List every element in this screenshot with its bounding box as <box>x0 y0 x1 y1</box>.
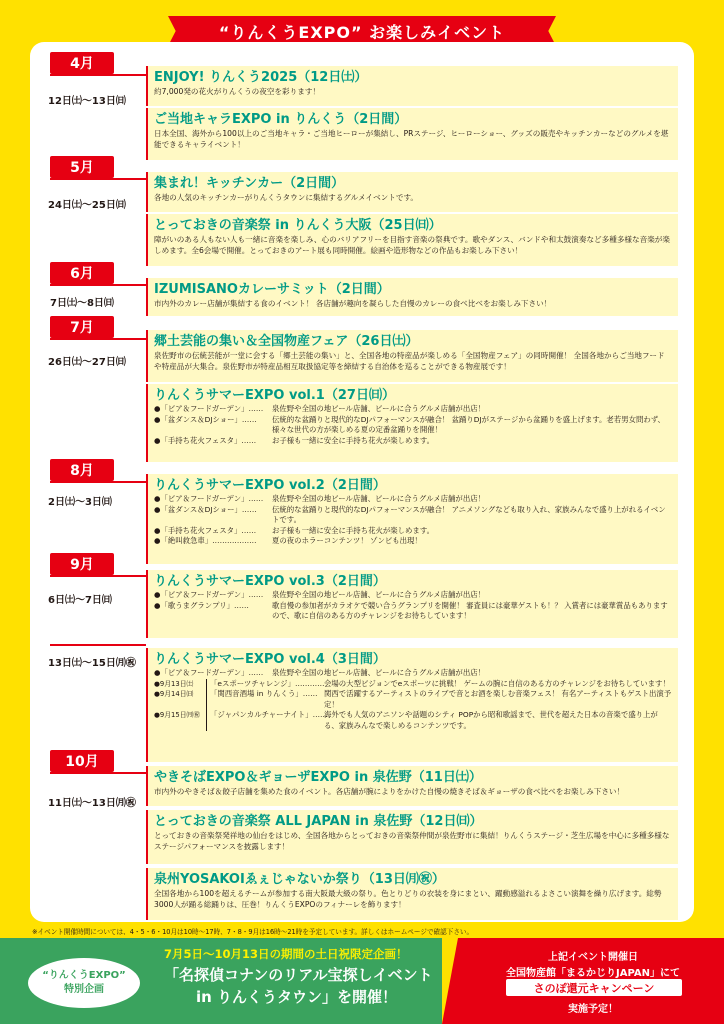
date-range-april: 12日㈯～13日㈰ <box>48 96 126 107</box>
item-desc: 海外でも人気のアニソンや話題のシティ POPから昭和歌謡まで、世代を超えた日本の音楽で盛り上がる、家族みんなで楽しめるコンテンツです。 <box>324 710 658 730</box>
event-desc: 全国各地から100を超えるチームが参加する南大阪最大級の祭り。色とりどりの衣装を身にまとい、躍動感溢れるよさこい演舞を繰り広げます。総勢3000人が踊る総踊りは、圧巻！りんくうEXPOのフィナーレを飾ります！ <box>154 889 662 909</box>
list-item <box>154 679 672 690</box>
event-summer-expo-4 <box>146 648 678 762</box>
month-line <box>50 284 146 286</box>
month-tag-august: 8月 <box>50 459 114 481</box>
item-label: ●「歌うまグランプリ」…… <box>154 600 249 610</box>
list-item <box>154 494 672 505</box>
list-item <box>154 710 672 731</box>
item-desc: 泉佐野や全国の地ビール店舗、ビールに合うグルメ店舗が出店！ <box>272 668 485 677</box>
special-period: 7月5日～10月13日の期間の土日祝限定企画！ <box>164 947 408 961</box>
item-desc: 泉佐野や全国の地ビール店舗、ビールに合うグルメ店舗が出店！ <box>272 494 485 503</box>
event-summer-expo-3 <box>146 570 678 638</box>
month-tag-april: 4月 <box>50 52 114 74</box>
month-tag-may: 5月 <box>50 156 114 178</box>
event-ongakusai-all-japan <box>146 810 678 864</box>
footnote: ※イベント開催時間については、4・5・6・10月は10時～17時、7・8・9月は16時～21時を予定しています。詳しくはホームページで確認下さい。 <box>32 928 474 936</box>
month-tag-october: 10月 <box>50 750 114 772</box>
item-desc: 泉佐野や全国の地ビール店舗、ビールに合うグルメ店舗が出店！ <box>272 404 485 413</box>
month-line <box>50 74 146 76</box>
month-tag-june: 6月 <box>50 262 114 284</box>
list-item <box>154 505 672 526</box>
event-title: とっておきの音楽祭 ALL JAPAN in 泉佐野（12日㈰） <box>154 814 483 829</box>
event-desc: 市内外のカレー店舗が集結する食のイベント！ 各店舗が趣向を凝らした自慢のカレーの食べ比べをお楽しみ下さい！ <box>154 299 552 308</box>
item-label: 「eスポーツチャレンジ」………… <box>206 679 324 690</box>
special-title: 「名探偵コナンのリアル宝探しイベント <box>164 966 433 984</box>
event-summer-expo-1 <box>146 384 678 462</box>
list-item <box>154 415 672 436</box>
event-title: りんくうサマーEXPO vol.3（2日間） <box>154 574 386 589</box>
event-yosakoi <box>146 868 678 920</box>
event-title: ENJOY! りんくう2025（12日㈯） <box>154 70 368 85</box>
event-gotochi-chara <box>146 108 678 160</box>
item-label: 「ジャパンカルチャーナイト」…… <box>206 710 324 731</box>
special-badge-line1: “りんくうEXPO” <box>42 970 126 981</box>
list-item <box>154 536 672 547</box>
event-title: 泉州YOSAKOIゑぇじゃないか祭り（13日㈪㊗） <box>154 872 445 887</box>
item-date: ●9月15日㈪㊗ <box>154 711 201 719</box>
list-item <box>154 526 672 537</box>
item-desc: 伝統的な盆踊りと現代的なDJパフォーマンスが融合！ アニメソングなども取り入れ、家族みんなで盛り上がれるイベントです。 <box>272 504 666 524</box>
event-title: 郷土芸能の集い＆全国物産フェア（26日㈯） <box>154 334 419 349</box>
item-label: 「関西音酒場 in りんくう」…… <box>206 689 324 710</box>
item-desc: 夏の夜のホラーコンテンツ！ ゾンビも出現！ <box>272 536 422 545</box>
date-range-october: 11日㈯～13日㈪㊗ <box>48 798 136 809</box>
list-item <box>154 601 672 622</box>
list-item <box>154 404 672 415</box>
event-desc: 障がいのある人もない人も一緒に音楽を楽しみ、心のバリアフリーを目指す音楽の祭典です。歌やダンス、バンドや和太鼓演奏など多種多様な音楽が楽しめます。全6会場で開催。とっておきのアート展も同時開催。絵画や造形物などの作品もお楽しみ下さい！ <box>154 235 670 255</box>
special-badge <box>28 958 140 1008</box>
month-line <box>50 644 146 646</box>
item-desc: 歌自慢の参加者がカラオケで競い合うグランプリを開催！ 審査員には豪華ゲストも！？ 入賞者には豪華賞品もありますので、歌に自信のある方のチャレンジをお待ちしています！ <box>272 600 668 620</box>
event-title: りんくうサマーEXPO vol.4（3日間） <box>154 652 386 667</box>
item-label: ●「盆ダンス＆DJショー」…… <box>154 504 257 514</box>
item-label: ●「盆ダンス＆DJショー」…… <box>154 414 257 424</box>
event-ongakusai-osaka <box>146 214 678 266</box>
event-kitchen-car <box>146 172 678 212</box>
item-label: ●「ビア＆フードガーデン」…… <box>154 590 264 599</box>
item-desc: 会場の大型ビジョンでeスポーツに挑戦！ ゲームの腕に自信のある方のチャレンジをお待ちしています！ <box>324 678 670 688</box>
campaign-badge: さのぽ還元キャンペーン <box>506 979 682 996</box>
event-desc: 市内外のやきそば＆餃子店舗を集めた食のイベント。各店舗が腕によりをかけた自慢の焼きそば＆ギョーザの食べ比べをお楽しみ下さい！ <box>154 787 625 796</box>
event-title: やきそばEXPO＆ギョーザEXPO in 泉佐野（11日㈯） <box>154 770 482 785</box>
campaign-line3: 実施予定！ <box>568 1004 618 1015</box>
event-title: 集まれ！キッチンカー（2日間） <box>154 176 345 191</box>
month-tag-september: 9月 <box>50 553 114 575</box>
special-badge-line2: 特別企画 <box>64 984 104 995</box>
month-line <box>50 481 146 483</box>
item-date: ●9月14日㈰ <box>154 690 194 698</box>
event-title: とっておきの音楽祭 in りんくう大阪（25日㈰） <box>154 218 442 233</box>
item-desc: お子様も一緒に安全に手持ち花火が楽しめます。 <box>272 435 435 445</box>
item-date: ●9月13日㈯ <box>154 679 194 688</box>
item-desc: 関西で活躍するアーティストのライブで音とお酒を楽しむ音楽フェス！ 有名アーティストもゲスト出演予定！ <box>324 689 672 709</box>
event-desc: 泉佐野市の伝統芸能が一堂に会する「郷土芸能の集い」と、全国各地の特産品が楽しめる「全国物産フェア」の同時開催！ 全国各地からご当地フードや特産品が大集合。泉佐野市が特産品相互取扱協定等を締結する自治体を巡ることができる物産展です！ <box>154 351 665 371</box>
event-yakisoba-gyoza <box>146 766 678 806</box>
list-item <box>154 436 672 447</box>
page-title: “りんくうEXPO” お楽しみイベント <box>178 16 546 46</box>
date-range-june: 7日㈯～8日㈰ <box>50 298 114 309</box>
item-label: ●「手持ち花火フェスタ」…… <box>154 525 257 535</box>
item-label: ●「ビア＆フードガーデン」…… <box>154 668 264 677</box>
event-title: IZUMISANOカレーサミット（2日間） <box>154 282 390 297</box>
event-title: りんくうサマーEXPO vol.1（27日㈰） <box>154 388 395 403</box>
event-curry-summit <box>146 278 678 316</box>
event-desc: 日本全国、海外から100以上のご当地キャラ・ご当地ヒーローが集結し、PRステージ、ヒーローショー、グッズの販売やキッチンカーなどのグルメを堪能できるキャライベント！ <box>154 129 669 149</box>
item-label: ●「ビア＆フードガーデン」…… <box>154 494 264 503</box>
special-title-2: in りんくうタウン」を開催！ <box>196 988 398 1006</box>
event-title: ご当地キャラEXPO in りんくう（2日間） <box>154 112 408 127</box>
item-label: ●「ビア＆フードガーデン」…… <box>154 404 264 413</box>
month-line <box>50 338 146 340</box>
campaign-line2: 全国物産館「まるかじりJAPAN」にて <box>506 968 680 979</box>
event-title: りんくうサマーEXPO vol.2（2日間） <box>154 478 386 493</box>
date-range-september: 6日㈯～7日㈰ <box>48 595 112 606</box>
date-range-may: 24日㈯～25日㈰ <box>48 200 126 211</box>
list-item <box>154 689 672 710</box>
item-desc: お子様も一緒に安全に手持ち花火が楽しめます。 <box>272 525 435 535</box>
event-summer-expo-2 <box>146 474 678 564</box>
item-label: ●「絶叫救急車」……………… <box>154 536 257 545</box>
month-line <box>50 772 146 774</box>
event-desc: 各地の人気のキッチンカーがりんくうタウンに集結するグルメイベントです。 <box>154 193 419 202</box>
event-desc: とっておきの音楽祭発祥地の仙台をはじめ、全国各地からとっておきの音楽祭仲間が泉佐野市に集結！りんくうステージ・芝生広場を中心に多種多様なステージパフォーマンスを披露します！ <box>154 831 670 851</box>
list-item <box>154 668 672 679</box>
date-range-july: 26日㈯～27日㈰ <box>48 357 126 368</box>
list-item <box>154 590 672 601</box>
item-label: ●「手持ち花火フェスタ」…… <box>154 435 257 445</box>
item-desc: 伝統的な盆踊りと現代的なDJパフォーマンスが融合！ 盆踊りDJがステージから盆踊りを盛上げます。老若男女問わず、様々な世代の方が楽しめる夏の定番盆踊りを開催！ <box>272 414 665 434</box>
date-range-september-2: 13日㈯～15日㈪㊗ <box>48 658 136 669</box>
campaign-line1: 上記イベント開催日 <box>548 952 638 963</box>
month-line <box>50 575 146 577</box>
event-desc: 約7,000発の花火がりんくうの夜空を彩ります！ <box>154 87 321 96</box>
month-tag-july: 7月 <box>50 316 114 338</box>
event-enjoy-rinku <box>146 66 678 106</box>
event-kyodo-geino <box>146 330 678 382</box>
month-line <box>50 178 146 180</box>
item-desc: 泉佐野や全国の地ビール店舗、ビールに合うグルメ店舗が出店！ <box>272 590 485 599</box>
date-range-august: 2日㈯～3日㈰ <box>48 497 112 508</box>
